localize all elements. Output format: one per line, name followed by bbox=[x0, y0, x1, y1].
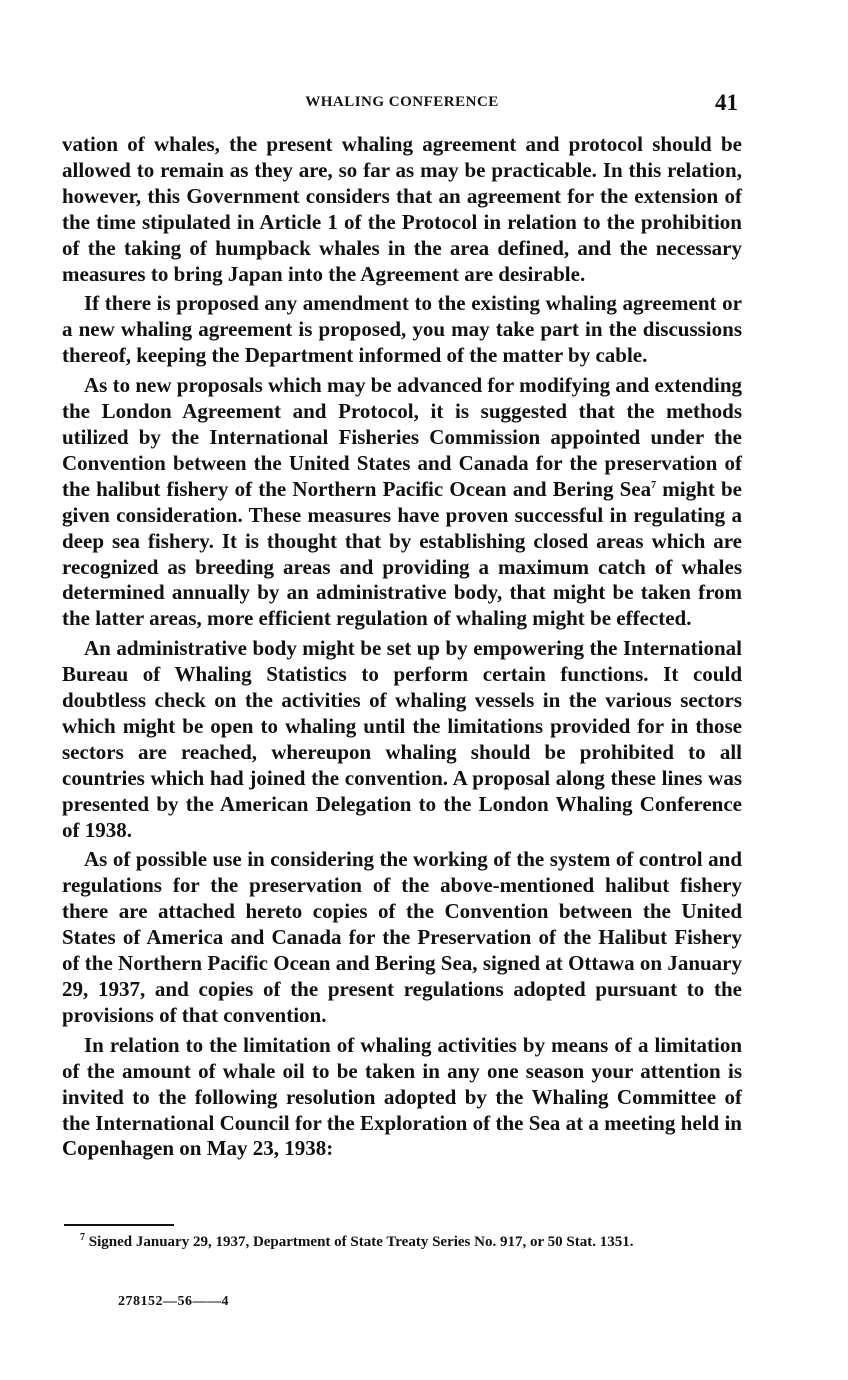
running-title: WHALING CONFERENCE bbox=[305, 94, 499, 110]
body-text bbox=[62, 132, 742, 1166]
print-code: 278152—56——4 bbox=[118, 1294, 229, 1309]
paragraph-3-text-b: might be given consideration. These measures have proven successful in regulating a deep sea fishery. It is thought that by establishing closed areas which are recognized as breeding areas and providing a maximum catch of whales determined annually by an administrative body, that might be taken from the latter areas, more efficient regulation of whaling might be effected. bbox=[62, 476, 742, 631]
footnote-divider bbox=[64, 1224, 174, 1226]
document-page bbox=[62, 0, 742, 1380]
footnote-text: Signed January 29, 1937, Department of State Treaty Series No. 917, or 50 Stat. 1351. bbox=[85, 1234, 634, 1250]
footnote bbox=[62, 1233, 742, 1251]
paragraph-3 bbox=[62, 373, 742, 632]
footnote-marker: 7 bbox=[80, 1232, 85, 1243]
paragraph-5: As of possible use in considering the working of the system of control and regulations for the preservation of the above-mentioned halibut fishery there are attached hereto copies of the Convention between the United States of America and Canada for the Preservation of the Halibut Fishery of the Northern Pacific Ocean and Bering Sea, signed at Ottawa on January 29, 1937, and copies of the present regulations adopted pursuant to the provisions of that convention. bbox=[62, 847, 742, 1027]
footnote-reference[interactable]: 7 bbox=[651, 479, 657, 491]
running-head bbox=[62, 90, 742, 116]
paragraph-1: vation of whales, the present whaling agreement and protocol should be allowed to remain as they are, so far as may be practicable. In this relation, however, this Government considers that an agreement for the extension of the time stipulated in Article 1 of the Protocol in relation to the prohibition of the taking of humpback whales in the area defined, and the necessary measures to bring Japan into the Agreement are desirable. bbox=[62, 132, 742, 286]
paragraph-4: An administrative body might be set up by empowering the International Bureau of Whaling Statistics to perform certain functions. It could doubtless check on the activities of whaling vessels in the various sectors which might be open to whaling until the limitations provided for in those sectors are reached, whereupon whaling should be prohibited to all countries which had joined the convention. A proposal along these lines was presented by the American Delegation to the London Whaling Conference of 1938. bbox=[62, 636, 742, 842]
paragraph-6: In relation to the limitation of whaling activities by means of a limitation of the amount of whale oil to be taken in any one season your attention is invited to the following resolution adopted by the Whaling Committee of the International Council for the Exploration of the Sea at a meeting held in Copenhagen on May 23, 1938: bbox=[62, 1032, 742, 1161]
paragraph-3-text-a: As to new proposals which may be advanced for modifying and extending the London Agreement and Protocol, it is suggested that the methods utilized by the International Fisheries Commission appointed under the Convention between the United States and Canada for the preservation of the halibut fishery of the Northern Pacific Ocean and Bering Sea bbox=[62, 373, 742, 501]
page-number: 41 bbox=[715, 90, 738, 115]
paragraph-2: If there is proposed any amendment to the existing whaling agreement or a new whaling agreement is proposed, you may take part in the discussions thereof, keeping the Department informed of the matter by cable. bbox=[62, 291, 742, 368]
